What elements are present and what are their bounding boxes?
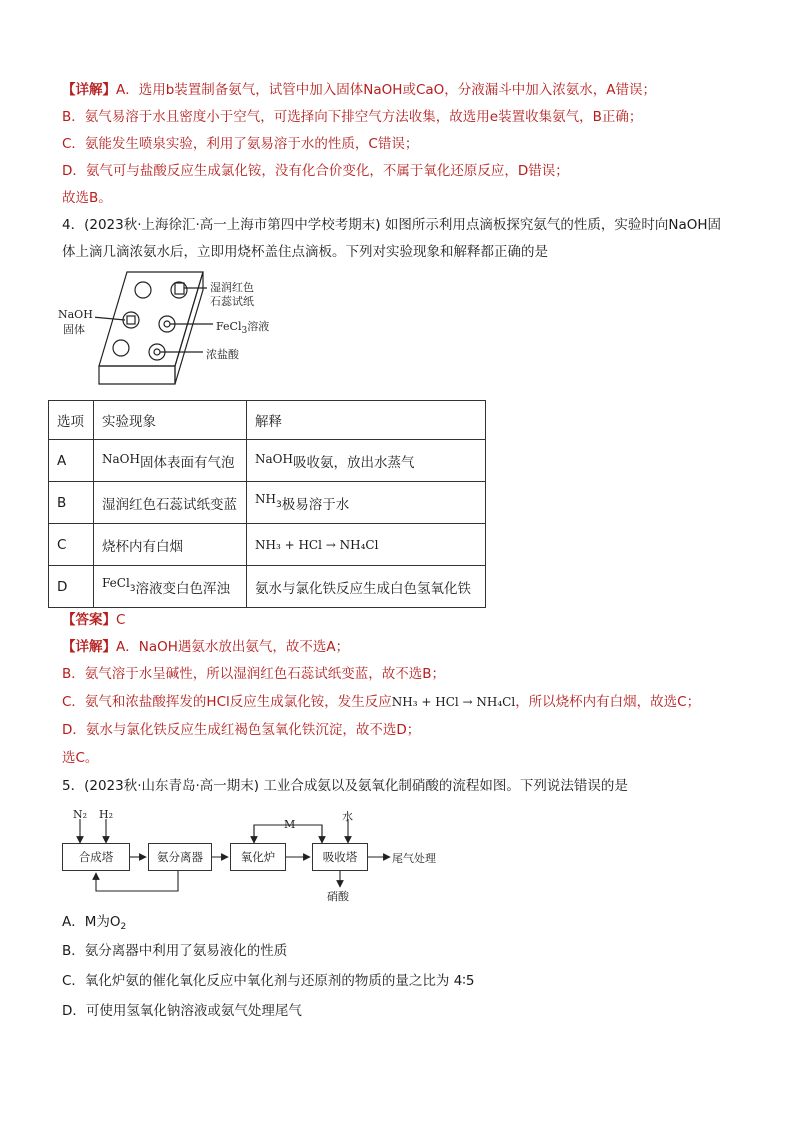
naoh-solid bbox=[127, 316, 135, 324]
option-letter: B bbox=[49, 482, 94, 524]
furnace-box: 氧化炉 bbox=[230, 843, 286, 871]
tail-gas-label: 尾气处理 bbox=[392, 852, 436, 865]
q4-detail-b: B．氨气溶于水呈碱性，所以湿润红色石蕊试纸变蓝，故不选B； bbox=[62, 666, 446, 682]
option-letter: D bbox=[49, 566, 94, 608]
q4-detail-a: 【详解】A．NaOH遇氨水放出氨气，故不选A； bbox=[62, 639, 350, 655]
table-header: 选项 bbox=[49, 401, 94, 440]
table-header: 实验现象 bbox=[94, 401, 247, 440]
litmus-label-2: 石蕊试纸 bbox=[210, 295, 254, 308]
separator-box: 氨分离器 bbox=[148, 843, 212, 871]
phenomenon-cell: FeCl$^3$溶液变白色浑浊 bbox=[94, 566, 247, 608]
naoh-label: NaOH bbox=[58, 308, 93, 321]
q3-conclusion: 故选B。 bbox=[62, 190, 112, 206]
q4-detail-d: D．氨水与氯化铁反应生成红褐色氢氧化铁沉淀，故不选D； bbox=[62, 722, 421, 738]
solid-label: 固体 bbox=[63, 323, 85, 336]
fecl3-drop bbox=[164, 321, 170, 327]
phenomenon-cell: 湿润红色石蕊试纸变蓝 bbox=[94, 482, 247, 524]
recycle-arrow bbox=[96, 869, 178, 891]
table-row bbox=[49, 440, 486, 482]
table-row bbox=[49, 482, 486, 524]
well-1 bbox=[135, 282, 151, 298]
q5-option-b: B．氨分离器中利用了氨易液化的性质 bbox=[62, 943, 288, 959]
option-letter: A bbox=[49, 440, 94, 482]
phenomenon-cell: NaOH固体表面有气泡 bbox=[94, 440, 247, 482]
table-row bbox=[49, 524, 486, 566]
well-5 bbox=[113, 340, 129, 356]
h2-label: H₂ bbox=[99, 808, 114, 821]
detail-tag: 【详解】 bbox=[62, 82, 116, 98]
q3-detail-c: C．氨能发生喷泉实验，利用了氨易溶于水的性质，C错误； bbox=[62, 136, 419, 152]
litmus-strip bbox=[175, 283, 184, 294]
q4-stem-line2: 体上滴几滴浓氨水后，立即用烧杯盖住点滴板。下列对实验现象和解释都正确的是 bbox=[62, 244, 548, 260]
q5-stem: 5．(2023秋·山东青岛·高一期末) 工业合成氨以及氨氧化制硝酸的流程如图。下列说法错误的是 bbox=[62, 778, 628, 794]
q4-answer: 【答案】C bbox=[62, 612, 126, 628]
explanation-cell: $NH^3$极易溶于水 bbox=[247, 482, 486, 524]
absorber-box: 吸收塔 bbox=[312, 843, 368, 871]
nitric-acid-label: 硝酸 bbox=[327, 890, 349, 903]
explanation-cell: NH₃ + HCl → NH₄Cl bbox=[247, 524, 486, 566]
options-table bbox=[48, 400, 486, 608]
explanation-cell: NaOH吸收氨，放出水蒸气 bbox=[247, 440, 486, 482]
table-header: 解释 bbox=[247, 401, 486, 440]
q5-option-a: A．M为$O_2$ bbox=[62, 914, 127, 932]
hcl-drop bbox=[154, 349, 160, 355]
fecl3-label: FeCl$_3$溶液 bbox=[216, 320, 270, 336]
plate-front bbox=[99, 366, 175, 384]
well-3 bbox=[123, 312, 139, 328]
m-label: M bbox=[284, 818, 296, 831]
synthesis-tower-box: 合成塔 bbox=[62, 843, 130, 871]
q5-option-c: C．氧化炉氨的催化氧化反应中氧化剂与还原剂的物质的量之比为 4∶5 bbox=[62, 973, 475, 989]
phenomenon-cell: 烧杯内有白烟 bbox=[94, 524, 247, 566]
option-letter: C bbox=[49, 524, 94, 566]
litmus-label-1: 湿润红色 bbox=[210, 281, 254, 294]
hcl-label: 浓盐酸 bbox=[206, 348, 239, 361]
naoh-leader bbox=[95, 314, 125, 320]
explanation-cell: 氨水与氯化铁反应生成白色氢氧化铁 bbox=[247, 566, 486, 608]
q3-detail-a: 【详解】A．选用b装置制备氨气，试管中加入固体NaOH或CaO，分液漏斗中加入浓氨水，A错误； bbox=[62, 82, 657, 98]
q4-conclusion: 选C。 bbox=[62, 750, 99, 766]
table-row bbox=[49, 566, 486, 608]
q3-detail-b: B．氨气易溶于水且密度小于空气，可选择向下排空气方法收集，故选用e装置收集氨气，B正确； bbox=[62, 109, 643, 125]
q4-stem-line1: 4．(2023秋·上海徐汇·高一上海市第四中学校考期末) 如图所示利用点滴板探究氨气的性质，实验时向NaOH固 bbox=[62, 217, 722, 233]
n2-label: N₂ bbox=[73, 808, 88, 821]
water-label: 水 bbox=[342, 810, 353, 823]
q3-detail-d: D．氨气可与盐酸反应生成氯化铵，没有化合价变化，不属于氧化还原反应，D错误； bbox=[62, 163, 569, 179]
well-2 bbox=[171, 282, 187, 298]
plate-side bbox=[175, 272, 203, 384]
table-header-row bbox=[49, 401, 486, 440]
q4-detail-c: C．氨气和浓盐酸挥发的HCl反应生成氯化铵，发生反应NH₃ + HCl → NH₄Cl，所以烧杯内有白烟，故选C； bbox=[62, 694, 701, 710]
q5-option-d: D．可使用氢氧化钠溶液或氨气处理尾气 bbox=[62, 1003, 302, 1019]
